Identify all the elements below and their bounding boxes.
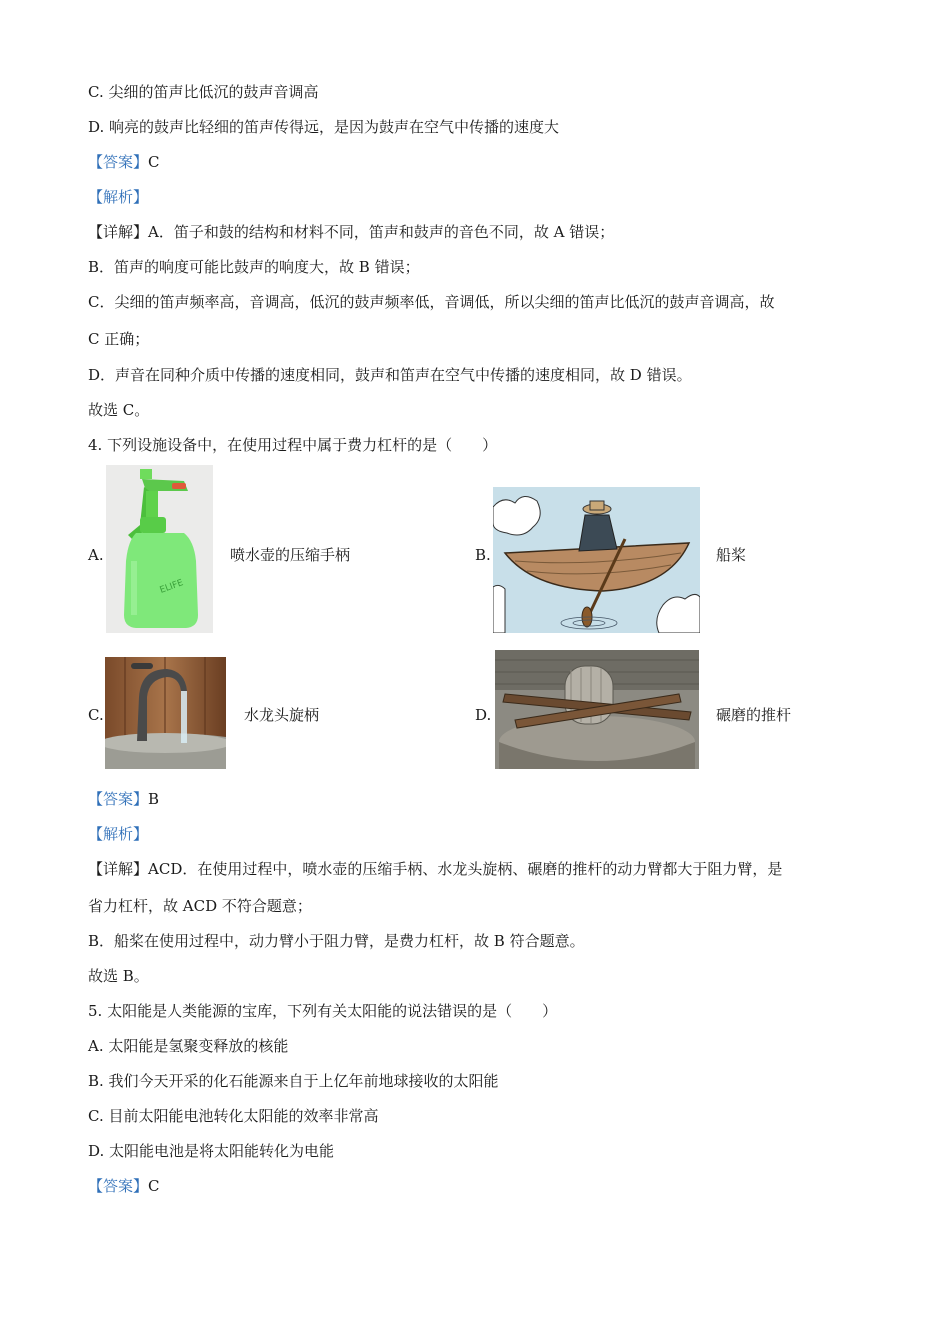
q4-choose: 故选 B。 [88,967,149,985]
q4-option-a-label: A. [88,546,104,564]
bottle-logo: ELIFE [158,578,185,596]
q4-detail-1a [88,859,782,879]
q5-option-b: B. 我们今天开采的化石能源来自于上亿年前地球接收的太阳能 [88,1072,499,1090]
q5-option-d: D. 太阳能电池是将太阳能转化为电能 [88,1142,335,1160]
detail-text: ACD．在使用过程中，喷水壶的压缩手柄、水龙头旋柄、碾磨的推杆的动力臂都大于阻力臂，是 [148,860,783,878]
answer-tag: 【答案】 [88,1177,149,1195]
q3-detail-c2: C 正确； [88,330,150,348]
q5-answer [88,1176,160,1196]
q3-detail-b: B．笛声的响度可能比鼓声的响度大，故 B 错误； [88,258,420,276]
detail-text: A．笛子和鼓的结构和材料不同，笛声和鼓声的音色不同，故 A 错误； [148,223,615,241]
faucet-image [105,657,226,769]
q4-analysis-tag: 【解析】 [88,825,149,843]
detail-tag: 【详解】 [88,223,149,241]
q4-option-c-caption: 水龙头旋柄 [244,706,320,724]
answer-value: C [148,153,160,171]
detail-tag: 【详解】 [88,860,149,878]
q4-stem: 4. 下列设施设备中，在使用过程中属于费力杠杆的是（ ） [88,436,498,454]
q5-stem: 5. 太阳能是人类能源的宝库，下列有关太阳能的说法错误的是（ ） [88,1002,558,1020]
answer-tag: 【答案】 [88,153,149,171]
answer-tag: 【答案】 [88,790,149,808]
q3-detail-a [88,222,614,242]
q3-answer [88,152,160,172]
spray-bottle-image [106,465,213,633]
q5-option-c: C. 目前太阳能电池转化太阳能的效率非常高 [88,1107,379,1125]
q3-detail-c1: C．尖细的笛声频率高，音调高，低沉的鼓声频率低，音调低，所以尖细的笛声比低沉的鼓声音调高，故 [88,293,775,311]
q3-analysis-tag: 【解析】 [88,188,149,206]
q3-detail-d: D．声音在同种介质中传播的速度相同，鼓声和笛声在空气中传播的速度相同，故 D 错误。 [88,366,692,384]
rowing-boat-image [493,487,700,633]
q3-option-d: D. 响亮的鼓声比轻细的笛声传得远，是因为鼓声在空气中传播的速度大 [88,118,560,136]
q5-option-a: A. 太阳能是氢聚变释放的核能 [88,1037,289,1055]
q4-option-d-caption: 碾磨的推杆 [716,706,792,724]
q3-option-c: C. 尖细的笛声比低沉的鼓声音调高 [88,83,319,101]
answer-value: C [148,1177,160,1195]
q4-option-b-label: B. [475,546,491,564]
q4-option-a-caption: 喷水壶的压缩手柄 [230,546,351,564]
q3-choose: 故选 C。 [88,401,150,419]
stone-mill-image [495,650,699,769]
q4-option-c-label: C. [88,706,104,724]
q4-option-b-caption: 船桨 [716,546,747,564]
answer-value: B [148,790,160,808]
q4-option-d-label: D. [475,706,492,724]
q4-detail-1b: 省力杠杆，故 ACD 不符合题意； [88,897,312,915]
q4-answer [88,789,159,809]
q4-detail-2: B．船桨在使用过程中，动力臂小于阻力臂，是费力杠杆，故 B 符合题意。 [88,932,585,950]
